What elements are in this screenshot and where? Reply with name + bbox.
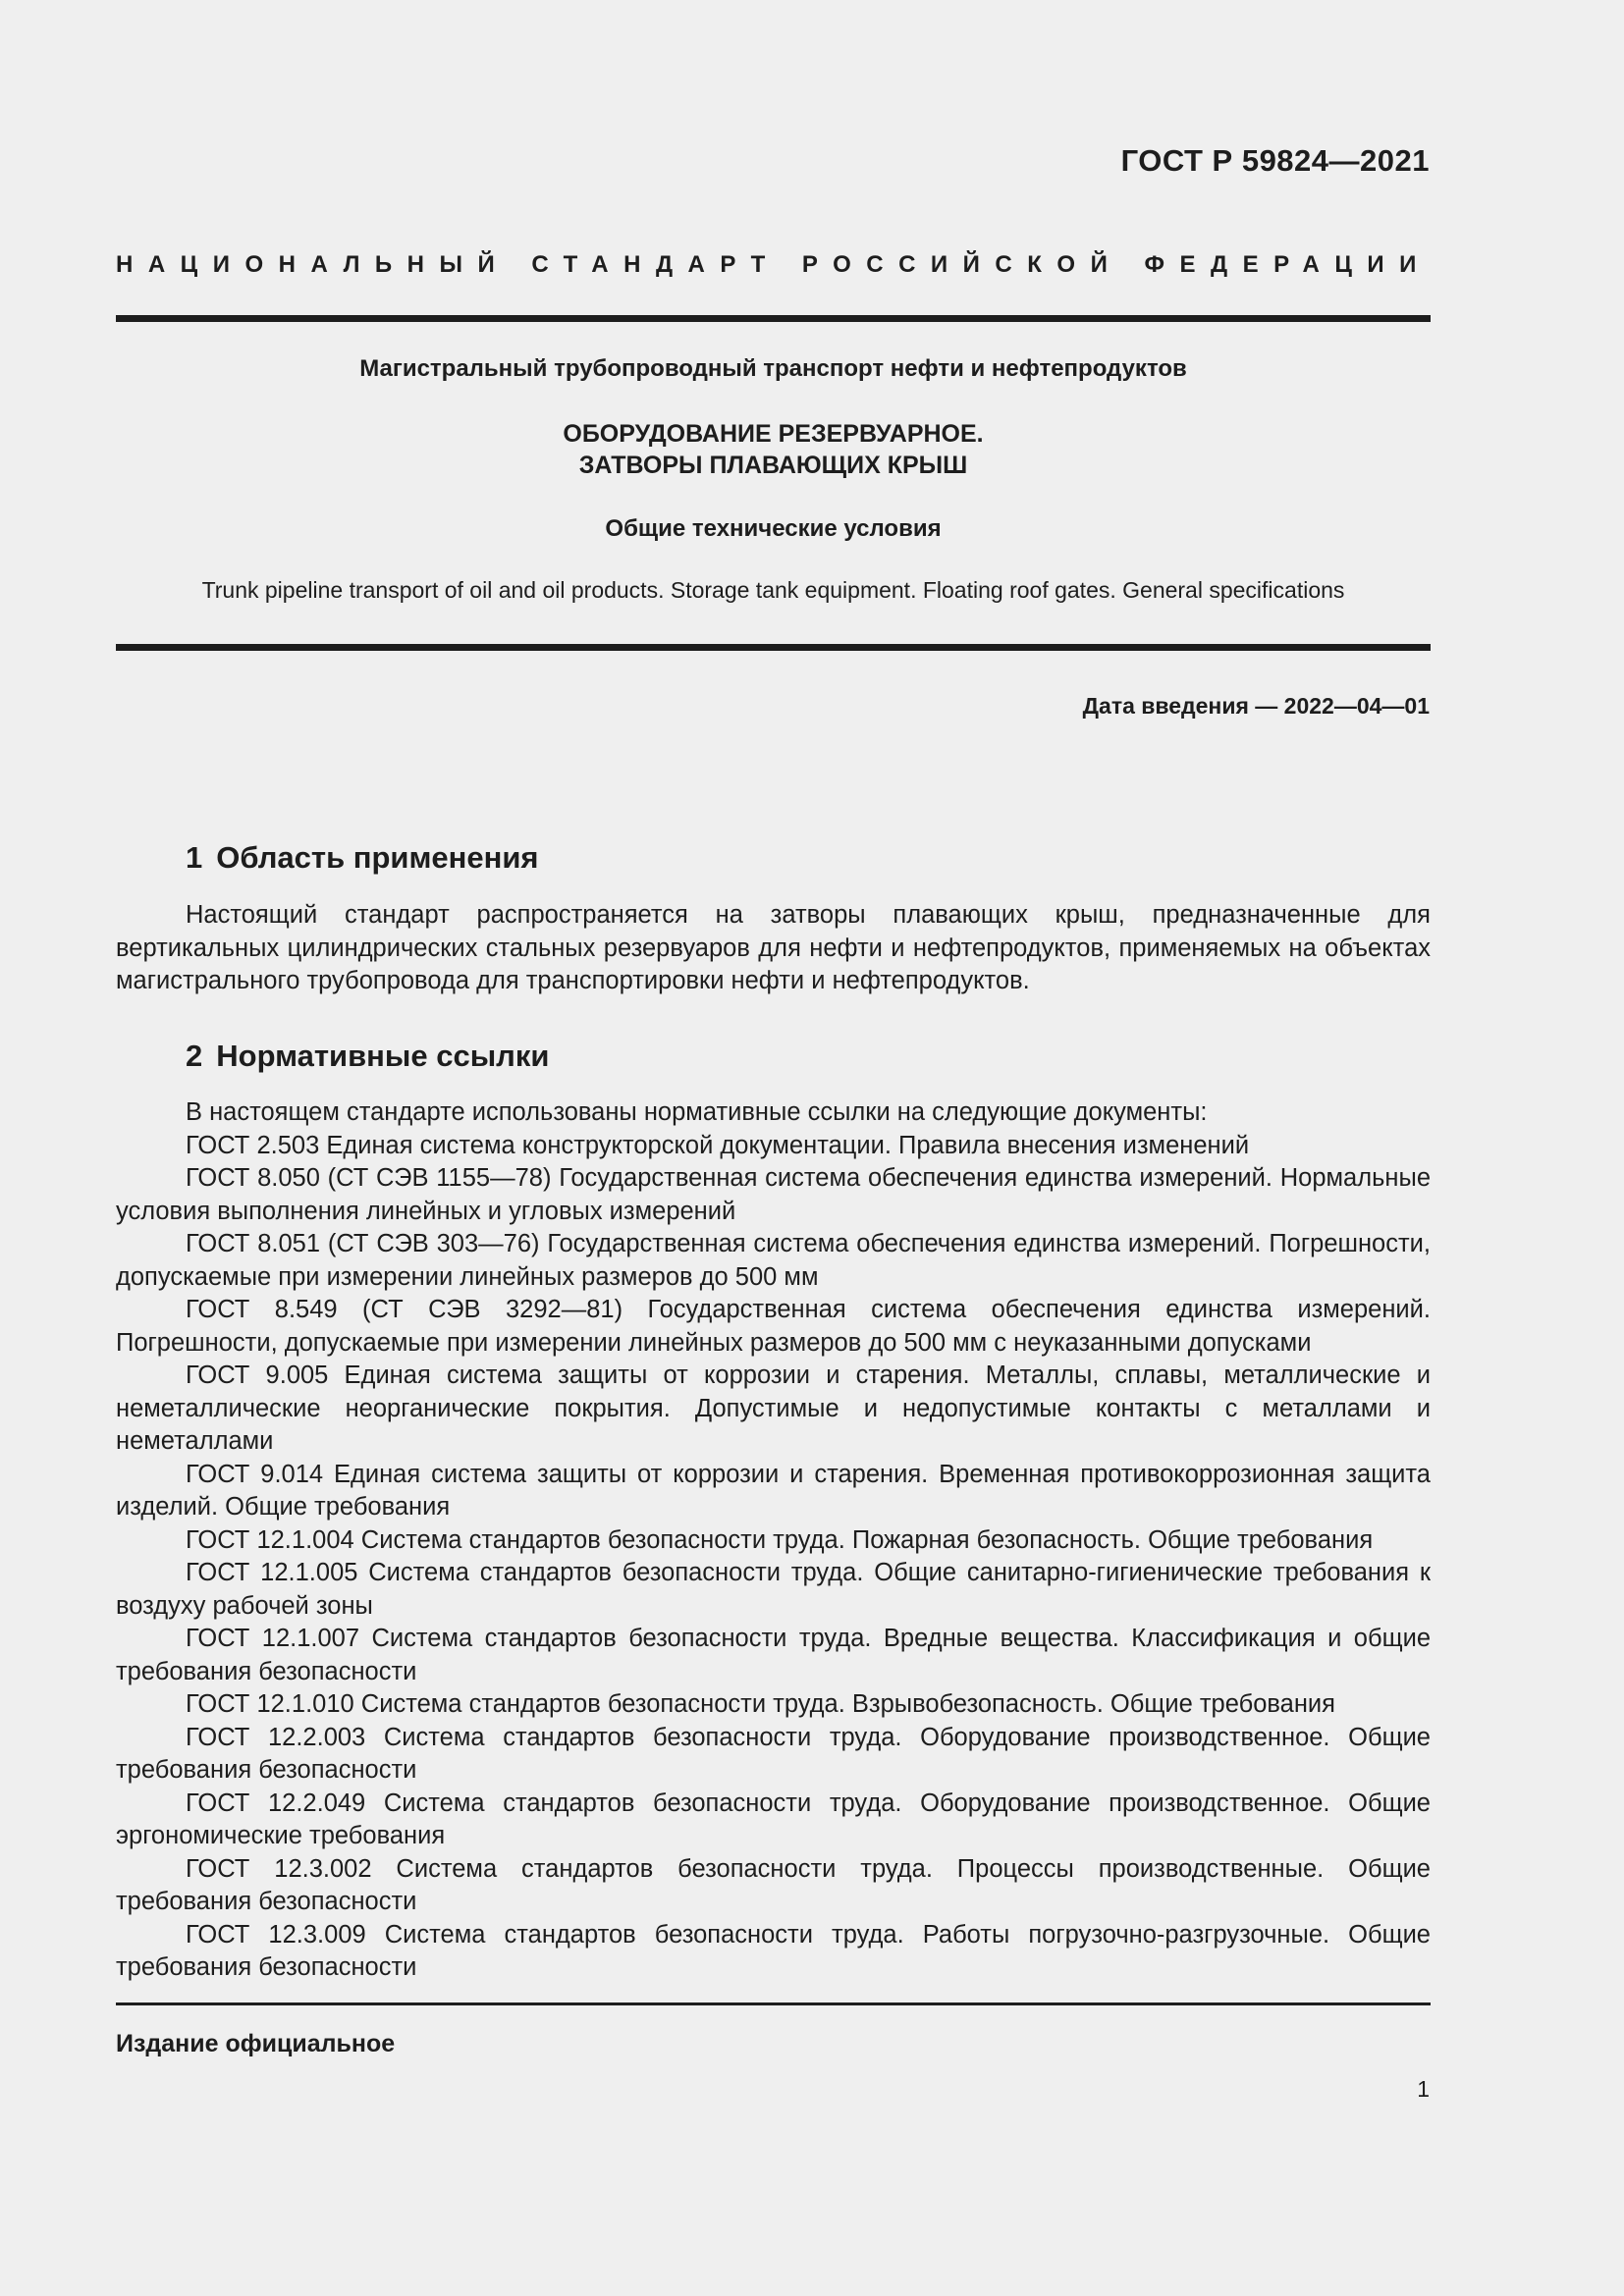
paragraph: Настоящий стандарт распространяется на затворы плавающих крыш, предназначенные для вертикальных цилиндрических стальных резервуаров для нефти и нефтепродуктов, применяемых на объектах магистрального трубопровода для транспортировки нефти и нефтепродуктов. xyxy=(116,901,1431,994)
top-divider xyxy=(116,315,1431,322)
document-subtitle: Магистральный трубопроводный транспорт нефти и нефтепродуктов xyxy=(359,355,1187,382)
reference-item: ГОСТ 12.3.002 Система стандартов безопасности труда. Процессы производственные. Общие требования безопасности xyxy=(116,1854,1431,1915)
section-title: Область применения xyxy=(216,840,539,875)
reference-item: ГОСТ 8.050 (СТ СЭВ 1155—78) Государственная система обеспечения единства измерений. Нормальные условия выполнения линейных и угловых измерений xyxy=(116,1164,1431,1225)
section-number: 2 xyxy=(186,1039,203,1073)
document-number: ГОСТ Р 59824—2021 xyxy=(1120,143,1430,178)
reference-item: ГОСТ 12.2.049 Система стандартов безопасности труда. Оборудование производственное. Общие эргономические требования xyxy=(116,1789,1431,1849)
document-title xyxy=(116,418,1431,481)
section-heading-references xyxy=(186,1039,549,1074)
reference-item: ГОСТ 8.549 (СТ СЭВ 3292—81) Государственная система обеспечения единства измерений. Погрешности, допускаемые при измерении линейных размеров до 500 мм с неуказанными допусками xyxy=(116,1296,1431,1357)
general-conditions-title: Общие технические условия xyxy=(605,515,942,542)
reference-item: ГОСТ 12.2.003 Система стандартов безопасности труда. Оборудование производственное. Общие требования безопасности xyxy=(116,1723,1431,1784)
reference-item: ГОСТ 9.005 Единая система защиты от коррозии и старения. Металлы, сплавы, металлические и неметаллические неорганические покрытия. Допустимые и недопустимые контакты с металлами и неметаллами xyxy=(116,1362,1431,1455)
section-number: 1 xyxy=(186,840,203,875)
section-references-body xyxy=(116,1096,1431,1985)
footer-divider xyxy=(116,2002,1431,2005)
reference-item: ГОСТ 12.1.007 Система стандартов безопасности труда. Вредные вещества. Классификация и общие требования безопасности xyxy=(116,1625,1431,1685)
reference-item: ГОСТ 12.1.010 Система стандартов безопасности труда. Взрывобезопасность. Общие требования xyxy=(186,1690,1335,1718)
reference-item: ГОСТ 12.1.004 Система стандартов безопасности труда. Пожарная безопасность. Общие требования xyxy=(186,1525,1374,1554)
reference-item: ГОСТ 2.503 Единая система конструкторской документации. Правила внесения изменений xyxy=(186,1131,1250,1159)
edition-label: Издание официальное xyxy=(116,2030,396,2057)
section-title: Нормативные ссылки xyxy=(216,1039,550,1073)
page-number: 1 xyxy=(1417,2076,1430,2102)
reference-item: ГОСТ 12.1.005 Система стандартов безопасности труда. Общие санитарно-гигиенические требования к воздуху рабочей зоны xyxy=(116,1559,1431,1620)
paragraph: В настоящем стандарте использованы нормативные ссылки на следующие документы: xyxy=(186,1098,1208,1126)
middle-divider xyxy=(116,644,1431,651)
title-line-2: ЗАТВОРЫ ПЛАВАЮЩИХ КРЫШ xyxy=(578,452,968,479)
reference-item: ГОСТ 8.051 (СТ СЭВ 303—76) Государственная система обеспечения единства измерений. Погрешности, допускаемые при измерении линейных размеров до 500 мм xyxy=(116,1230,1431,1291)
national-standard-heading: НАЦИОНАЛЬНЫЙ СТАНДАРТ РОССИЙСКОЙ ФЕДЕРАЦИИ xyxy=(116,251,1432,278)
reference-item: ГОСТ 12.3.009 Система стандартов безопасности труда. Работы погрузочно-разгрузочные. Общие требования безопасности xyxy=(116,1920,1431,1981)
section-heading-scope xyxy=(186,840,539,876)
reference-item: ГОСТ 9.014 Единая система защиты от коррозии и старения. Временная противокоррозионная защита изделий. Общие требования xyxy=(116,1460,1431,1521)
title-line-1: ОБОРУДОВАНИЕ РЕЗЕРВУАРНОЕ. xyxy=(563,420,984,448)
introduction-date: Дата введения — 2022—04—01 xyxy=(1082,693,1430,719)
english-title: Trunk pipeline transport of oil and oil products. Storage tank equipment. Floating roof gates. General specifications xyxy=(201,577,1345,603)
section-scope-body xyxy=(116,899,1431,998)
